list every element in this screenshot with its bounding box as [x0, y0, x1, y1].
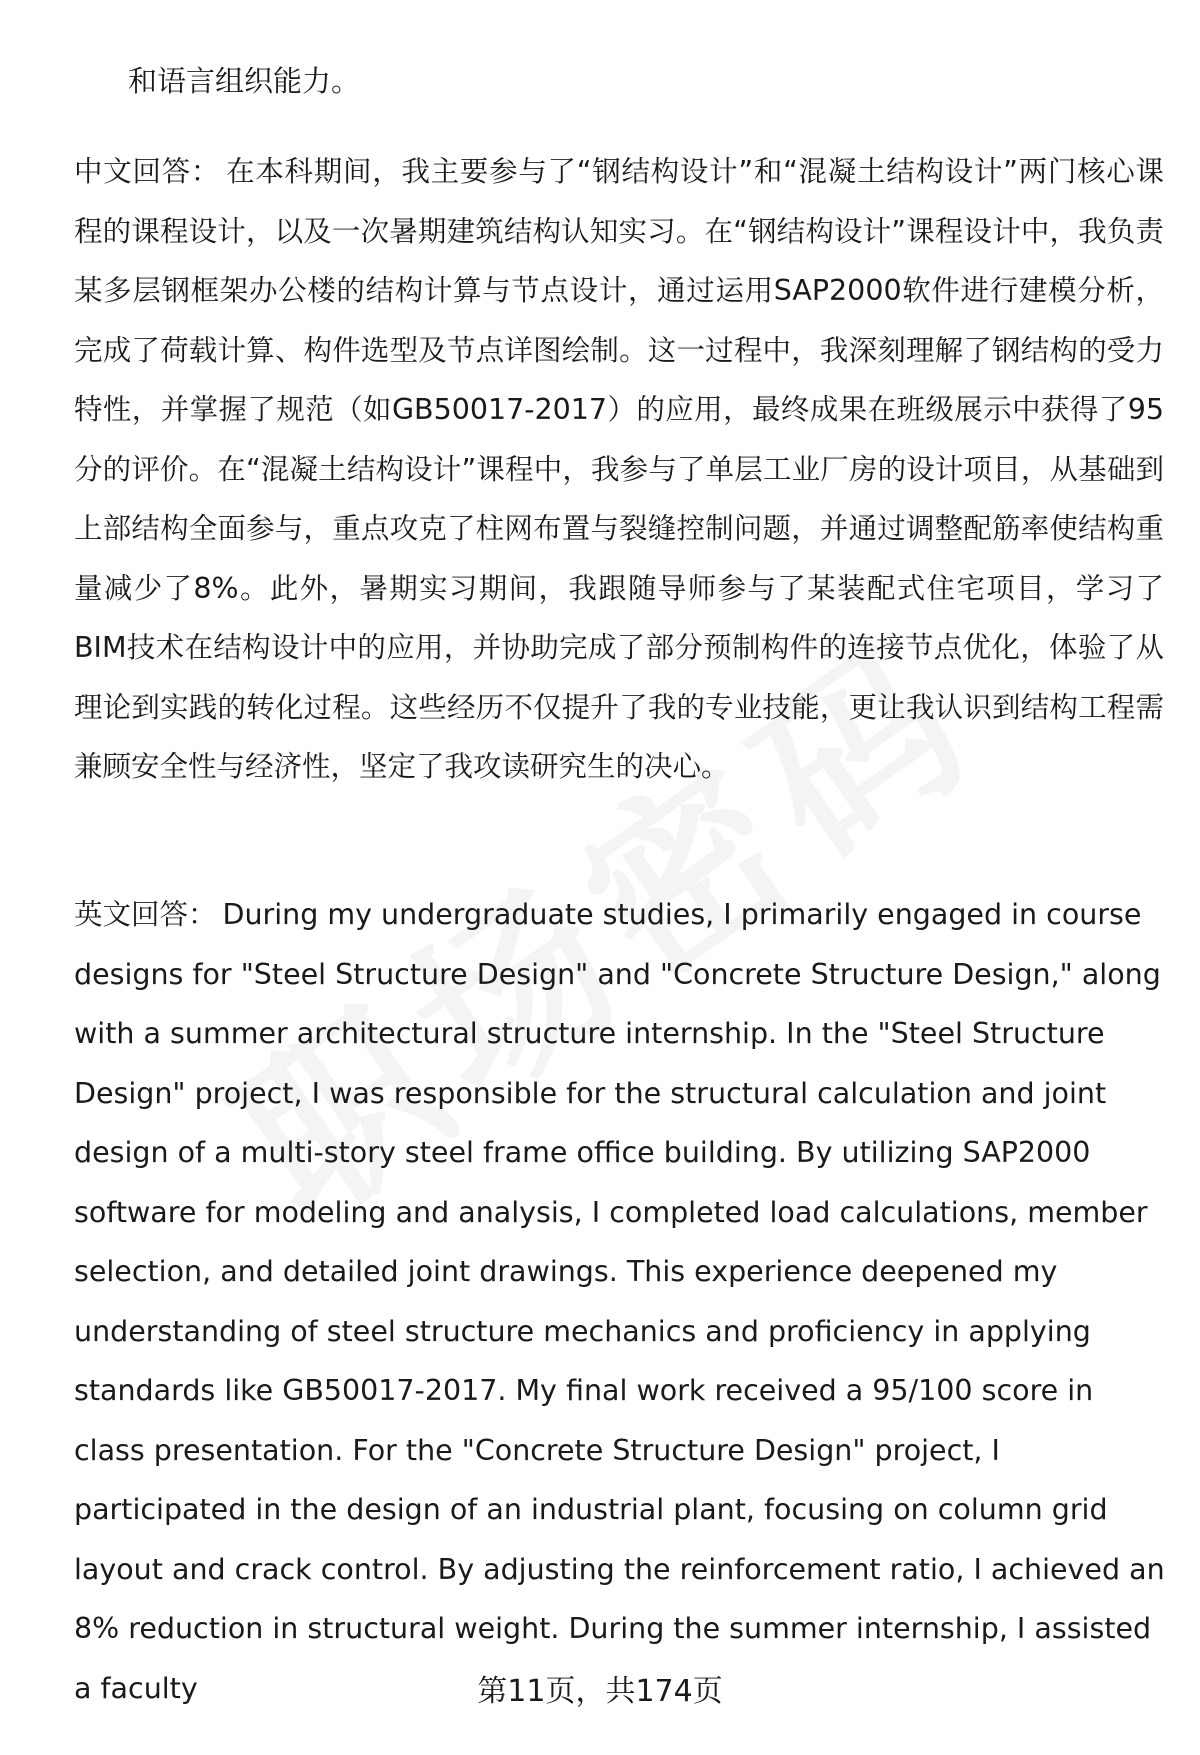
- chinese-answer-paragraph: [74, 142, 1164, 797]
- english-answer-label: 英文回答：: [74, 898, 217, 931]
- chinese-answer-label: 中文回答：: [74, 155, 221, 188]
- english-answer-paragraph: [74, 885, 1169, 1718]
- previous-paragraph-fragment: 和语言组织能力。: [128, 64, 361, 98]
- english-answer-text: During my undergraduate studies, I primarily engaged in course designs for "Steel Structure Design" and "Concrete Structure Design," along with a summer architectural structure internship. In the "Steel Structure Design" project, I was responsible for the structural calculation and joint design of a multi-story steel frame office building. By utilizing SAP2000 software for modeling and analysis, I completed load calculations, member selection, and detailed joint drawings. This experience deepened my understanding of steel structure mechanics and proficiency in applying standards like GB50017-2017. My final work received a 95/100 score in class presentation. For the "Concrete Structure Design" project, I participated in the design of an industrial plant, focusing on column grid layout and crack control. By adjusting the reinforcement ratio, I achieved an 8% reduction in structural weight. During the summer internship, I assisted a faculty: [74, 898, 1165, 1705]
- page-number-footer: 第11页，共174页: [477, 1674, 723, 1709]
- chinese-answer-text: 在本科期间，我主要参与了“钢结构设计”和“混凝土结构设计”两门核心课程的课程设计，以及一次暑期建筑结构认知实习。在“钢结构设计”课程设计中，我负责某多层钢框架办公楼的结构计算与节点设计，通过运用SAP2000软件进行建模分析，完成了荷载计算、构件选型及节点详图绘制。这一过程中，我深刻理解了钢结构的受力特性，并掌握了规范（如GB50017-2017）的应用，最终成果在班级展示中获得了95分的评价。在“混凝土结构设计”课程中，我参与了单层工业厂房的设计项目，从基础到上部结构全面参与，重点攻克了柱网布置与裂缝控制问题，并通过调整配筋率使结构重量减少了8%。此外，暑期实习期间，我跟随导师参与了某装配式住宅项目，学习了BIM技术在结构设计中的应用，并协助完成了部分预制构件的连接节点优化，体验了从理论到实践的转化过程。这些经历不仅提升了我的专业技能，更让我认识到结构工程需兼顾安全性与经济性，坚定了我攻读研究生的决心。: [74, 155, 1164, 783]
